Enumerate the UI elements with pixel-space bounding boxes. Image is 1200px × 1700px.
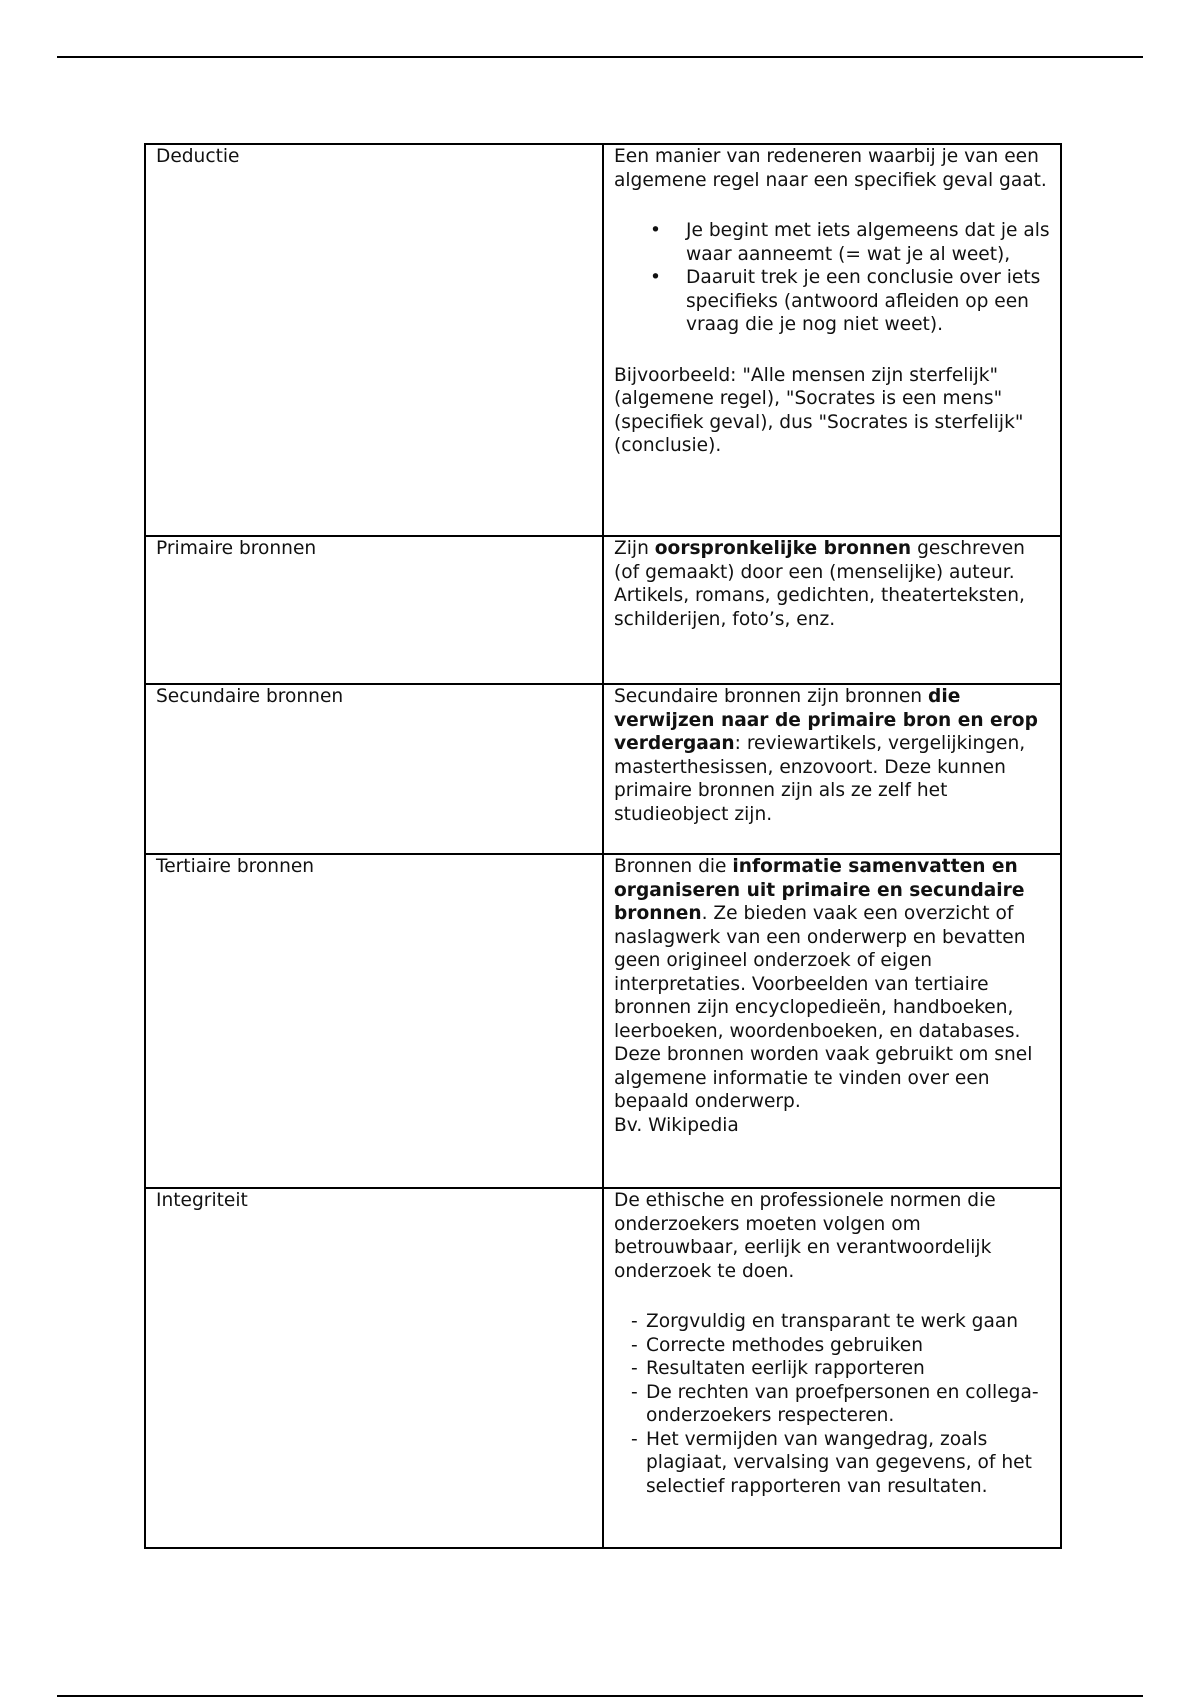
bullet-list [614,219,1050,337]
term-cell: Tertiaire bronnen [145,854,603,1188]
list-item: - Correcte methodes gebruiken [646,1334,1050,1358]
bold-segment: oorspronkelijke bronnen [654,538,912,559]
term-cell: Primaire bronnen [145,536,603,684]
list-item: - Zorgvuldig en transparant te werk gaan [646,1310,1050,1334]
definition-example: Bv. Wikipedia [614,1114,739,1136]
definitions-table [144,143,1062,1549]
term-cell: Deductie [145,144,603,536]
definition-text [614,537,1050,631]
list-item: • Daaruit trek je een conclusie over iets specifieks (antwoord afleiden op een vraag die je nog niet weet). [686,266,1050,337]
list-item: - Het vermijden van wangedrag, zoals plagiaat, vervalsing van gegevens, of het selectief rapporteren van resultaten. [646,1428,1050,1499]
definition-intro: De ethische en professionele normen die onderzoekers moeten volgen om betrouwbaar, eerlijk en verantwoordelijk onderzoek te doen. [614,1190,996,1282]
footer-rule [57,1695,1143,1697]
bold-segment: die verwijzen naar de primaire bron en erop verdergaan [614,686,1038,754]
definition-example: Bijvoorbeeld: "Alle mensen zijn sterfelijk" (algemene regel), "Socrates is een mens" (specifiek geval), dus "Socrates is sterfelijk" (conclusie). [614,364,1024,456]
text-segment: : reviewartikels, vergelijkingen, masterthesissen, enzovoort. Deze kunnen primaire bronnen zijn als ze zelf het studieobject zijn. [614,733,1026,825]
definition-text [614,685,1050,826]
text-segment: Zijn [614,538,655,559]
definition-cell [603,144,1061,536]
text-segment: geschreven (of gemaakt) door een (menselijke) auteur. Artikels, romans, gedichten, theaterteksten, schilderijen, foto’s, enz. [614,538,1025,630]
definition-intro: Een manier van redeneren waarbij je van een algemene regel naar een specifiek geval gaat. [614,146,1047,191]
bold-segment: informatie samenvatten en organiseren uit primaire en secundaire bronnen [614,856,1025,924]
term-cell: Secundaire bronnen [145,684,603,854]
table-row [145,854,1061,1188]
definition-cell [603,684,1061,854]
definition-cell [603,1188,1061,1548]
dash-list [614,1310,1050,1498]
definition-cell [603,536,1061,684]
text-segment: Bronnen die [614,856,733,877]
list-item: - De rechten van proefpersonen en collega-onderzoekers respecteren. [646,1381,1050,1428]
table-row [145,536,1061,684]
table-row [145,144,1061,536]
text-segment: Secundaire bronnen zijn bronnen [614,686,929,707]
list-item: - Resultaten eerlijk rapporteren [646,1357,1050,1381]
table-row [145,1188,1061,1548]
table-row [145,684,1061,854]
header-rule [57,56,1143,58]
definition-cell [603,854,1061,1188]
definition-text [614,855,1050,1114]
list-item: • Je begint met iets algemeens dat je als waar aanneemt (= wat je al weet), [686,219,1050,266]
text-segment: . Ze bieden vaak een overzicht of naslagwerk van een onderwerp en bevatten geen origineel onderzoek of eigen interpretaties. Voorbeelden van tertiaire bronnen zijn encyclopedieën, handboeken, leerboeken, woordenboeken, en databases. Deze bronnen worden vaak gebruikt om snel algemene informatie te vinden over een bepaald onderwerp. [614,903,1033,1112]
term-cell: Integriteit [145,1188,603,1548]
